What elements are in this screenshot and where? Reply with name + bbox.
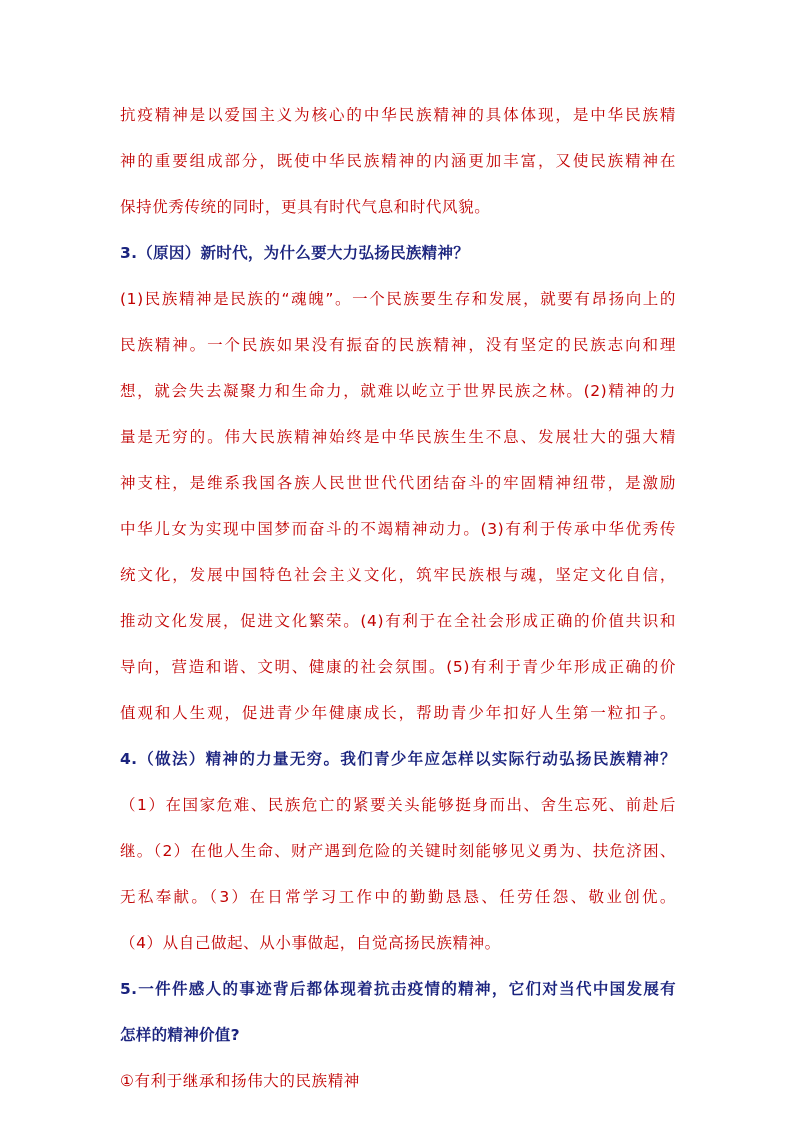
- body-line: （1）在国家危难、民族危亡的紧要关头能够挺身而出、舍生忘死、前赴后: [120, 796, 676, 814]
- body-line: 抗疫精神是以爱国主义为核心的中华民族精神的具体体现，是中华民族精: [120, 106, 676, 124]
- question-heading-3: 3.（原因）新时代，为什么要大力弘扬民族精神？: [120, 244, 470, 262]
- document-page: [120, 100, 676, 1112]
- body-line: 民族精神。一个民族如果没有振奋的民族精神，没有坚定的民族志向和理: [120, 336, 676, 354]
- body-line: 无私奉献。（3）在日常学习工作中的勤勤恳恳、任劳任怨、敬业创优。: [120, 888, 676, 906]
- body-line: 神支柱，是维系我国各族人民世世代代团结奋斗的牢固精神纽带，是激励: [120, 474, 676, 492]
- body-line: 导向，营造和谐、文明、健康的社会氛围。(5)有利于青少年形成正确的价: [120, 658, 676, 676]
- body-line: 推动文化发展，促进文化繁荣。(4)有利于在全社会形成正确的价值共识和: [120, 612, 676, 630]
- body-line: 保持优秀传统的同时，更具有时代气息和时代风貌。: [120, 198, 491, 216]
- body-line: 值观和人生观，促进青少年健康成长，帮助青少年扣好人生第一粒扣子。: [120, 704, 676, 722]
- body-line: 统文化，发展中国特色社会主义文化，筑牢民族根与魂，坚定文化自信，: [120, 566, 676, 584]
- body-line: (1)民族精神是民族的“魂魄”。一个民族要生存和发展，就要有昂扬向上的: [120, 290, 676, 308]
- body-line: 中华儿女为实现中国梦而奋斗的不竭精神动力。(3)有利于传承中华优秀传: [120, 520, 676, 538]
- question-heading-5-cont: 怎样的精神价值?: [120, 1026, 240, 1044]
- body-line: 神的重要组成部分，既使中华民族精神的内涵更加丰富，又使民族精神在: [120, 152, 676, 170]
- body-line: 量是无穷的。伟大民族精神始终是中华民族生生不息、发展壮大的强大精: [120, 428, 676, 446]
- body-line: （4）从自己做起、从小事做起，自觉高扬民族精神。: [120, 934, 501, 952]
- body-line: 继。（2）在他人生命、财产遇到危险的关键时刻能够见义勇为、扶危济困、: [120, 842, 676, 860]
- question-heading-5: 5.一件件感人的事迹背后都体现着抗击疫情的精神，它们对当代中国发展有: [120, 980, 676, 998]
- body-line: 想，就会失去凝聚力和生命力，就难以屹立于世界民族之林。(2)精神的力: [120, 382, 676, 400]
- question-heading-4: 4.（做法）精神的力量无穷。我们青少年应怎样以实际行动弘扬民族精神？: [120, 750, 676, 768]
- body-line: ①有利于继承和扬伟大的民族精神: [120, 1072, 360, 1090]
